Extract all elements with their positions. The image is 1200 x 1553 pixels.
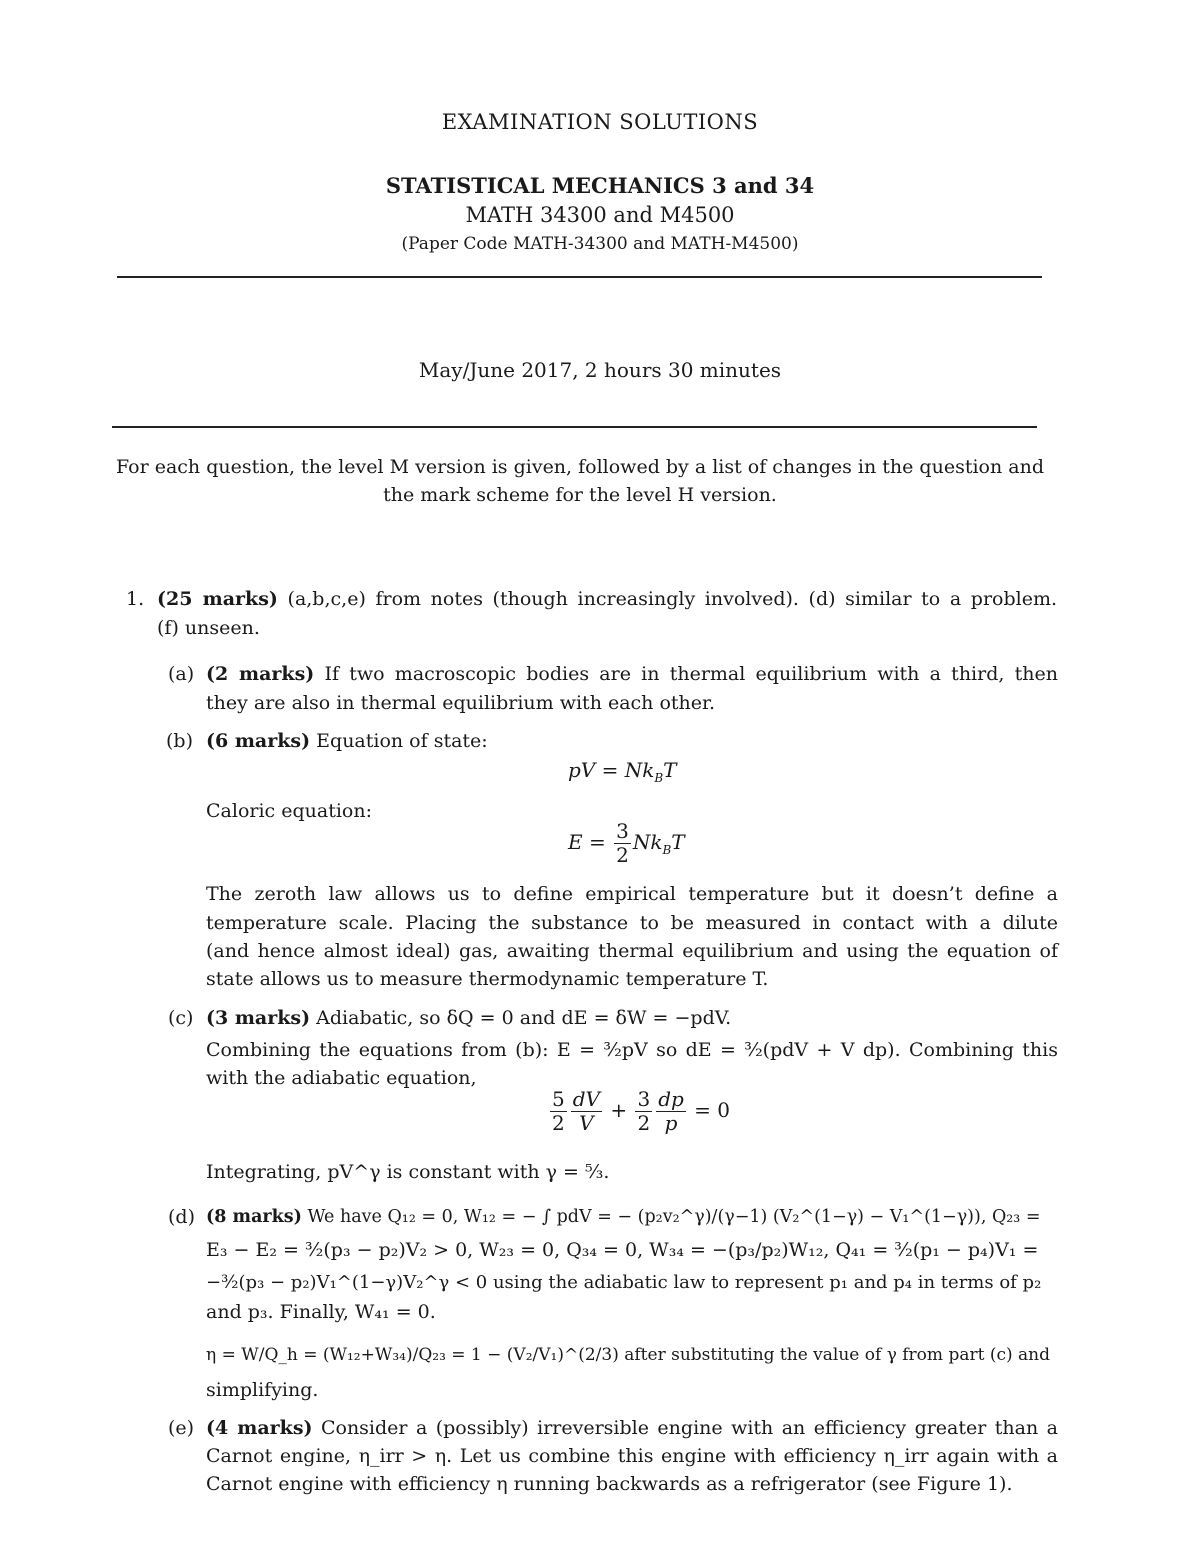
equation-of-state-subscript: B	[654, 771, 664, 785]
part-b-text: Equation of state:	[316, 730, 488, 752]
part-a-line-1	[206, 660, 1058, 689]
part-e-marks: (4 marks)	[206, 1417, 313, 1439]
question-number: 1.	[126, 588, 145, 610]
frac-5-2	[550, 1088, 567, 1135]
caloric-lhs: E =	[568, 830, 606, 854]
part-b-label: (b)	[166, 730, 193, 752]
caloric-rhs: Nk	[632, 830, 663, 854]
part-e-label: (e)	[168, 1417, 195, 1439]
frac-dv-v-num: dV	[572, 1087, 600, 1111]
part-c-marks: (3 marks)	[206, 1007, 311, 1029]
part-c-line-4: Integrating, pV^γ is constant with γ = ⁵⁄₃.	[206, 1161, 610, 1183]
part-b-marks: (6 marks)	[206, 730, 311, 752]
part-b-paragraph-1: The zeroth law allows us to define empirical temperature but it doesn’t define a	[206, 883, 1058, 905]
frac-5-2-den: 2	[552, 1111, 565, 1135]
part-e-line-2: Carnot engine, η_irr > η. Let us combine this engine with efficiency η_irr again with a	[206, 1445, 1058, 1467]
frac-dp-p-num: dp	[658, 1087, 684, 1111]
equals-zero: = 0	[694, 1098, 731, 1122]
part-c-label: (c)	[168, 1007, 194, 1029]
divider-top	[117, 276, 1042, 278]
part-c-line-1	[206, 1004, 731, 1033]
part-d-line-2: E₃ − E₂ = ³⁄₂(p₃ − p₂)V₂ > 0, W₂₃ = 0, Q₃₄ = 0, W₃₄ = −(p₃/p₂)W₁₂, Q₄₁ = ³⁄₂(p₁ − p₄)V₁ =	[206, 1239, 1039, 1261]
part-c-line-2: Combining the equations from (b): E = ³⁄₂pV so dE = ³⁄₂(pdV + V dp). Combining this	[206, 1039, 1058, 1061]
part-d-line-5: η = W/Q_h = (W₁₂+W₃₄)/Q₂₃ = 1 − (V₂/V₁)^(2/3) after substituting the value of γ from part (c) and	[206, 1345, 1050, 1365]
part-a-label: (a)	[168, 663, 195, 685]
course-title: STATISTICAL MECHANICS 3 and 34	[385, 173, 815, 198]
frac-dp-p-den: p	[664, 1111, 678, 1135]
exam-date: May/June 2017, 2 hours 30 minutes	[418, 358, 782, 382]
caloric-denominator: 2	[616, 843, 629, 867]
question-1-line-2: (f) unseen.	[157, 617, 260, 639]
equation-of-state	[568, 756, 677, 793]
caloric-equation	[568, 820, 685, 867]
caloric-numerator: 3	[616, 819, 629, 843]
caloric-label: Caloric equation:	[206, 800, 372, 822]
adiabatic-equation	[548, 1088, 730, 1135]
equation-of-state-text: pV = Nk	[568, 758, 655, 782]
paper-code: (Paper Code MATH-34300 and MATH-M4500)	[401, 234, 799, 254]
part-d-line-4: and p₃. Finally, W₄₁ = 0.	[206, 1301, 436, 1323]
part-e-line-3: Carnot engine with efficiency η running backwards as a refrigerator (see Figure 1).	[206, 1473, 1013, 1495]
caloric-subscript: B	[662, 843, 672, 857]
part-e-text: Consider a (possibly) irreversible engine with an efficiency greater than a	[320, 1417, 1058, 1439]
part-a-marks: (2 marks)	[206, 663, 315, 685]
part-d-label: (d)	[168, 1206, 195, 1228]
divider-bottom	[112, 426, 1037, 428]
part-b-paragraph-4: state allows us to measure thermodynamic temperature T.	[206, 968, 769, 990]
part-b-paragraph-2: temperature scale. Placing the substance to be measured in contact with a dilute	[206, 912, 1058, 934]
frac-dv-v	[571, 1088, 602, 1135]
plus-sign: +	[610, 1098, 628, 1122]
part-d-line-3: −³⁄₂(p₃ − p₂)V₁^(1−γ)V₂^γ < 0 using the adiabatic law to represent p₁ and p₄ in terms of p₂	[206, 1272, 1042, 1293]
part-e-line-1	[206, 1414, 1058, 1443]
part-d-text-1: We have Q₁₂ = 0, W₁₂ = − ∫ pdV = − (p₂v₂^γ)/(γ−1) (V₂^(1−γ) − V₁^(1−γ)), Q₂₃ =	[307, 1207, 1041, 1227]
frac-3-2	[635, 1088, 652, 1135]
course-code: MATH 34300 and M4500	[465, 203, 735, 227]
part-c-text: Adiabatic, so δQ = 0 and dE = δW = −pdV.	[316, 1007, 732, 1029]
question-1-text: (a,b,c,e) from notes (though increasingly involved). (d) similar to a problem.	[287, 588, 1058, 610]
frac-3-2-num: 3	[637, 1087, 651, 1111]
part-d-line-6: simplifying.	[206, 1379, 319, 1401]
frac-5-2-num: 5	[552, 1087, 565, 1111]
document-title: EXAMINATION SOLUTIONS	[441, 110, 759, 134]
part-b-paragraph-3: (and hence almost ideal) gas, awaiting thermal equilibrium and using the equation of	[206, 940, 1058, 962]
part-d-line-1	[206, 1203, 1058, 1232]
part-a-line-2: they are also in thermal equilibrium with each other.	[206, 692, 716, 714]
part-c-line-3: with the adiabatic equation,	[206, 1067, 477, 1089]
question-marks: (25 marks)	[157, 588, 278, 610]
part-a-text: If two macroscopic bodies are in thermal equilibrium with a third, then	[324, 663, 1058, 685]
caloric-fraction	[614, 820, 631, 867]
frac-dp-p	[656, 1088, 686, 1135]
caloric-end: T	[671, 830, 685, 854]
intro-text: For each question, the level M version is given, followed by a list of changes in the question and the mark scheme for the level H version.	[116, 456, 1044, 506]
part-b-line-1	[206, 727, 488, 756]
part-d-marks: (8 marks)	[206, 1207, 302, 1227]
frac-3-2-den: 2	[637, 1111, 651, 1135]
question-1-line-1	[157, 585, 1057, 614]
frac-dv-v-den: V	[579, 1111, 594, 1135]
equation-of-state-end: T	[663, 758, 677, 782]
